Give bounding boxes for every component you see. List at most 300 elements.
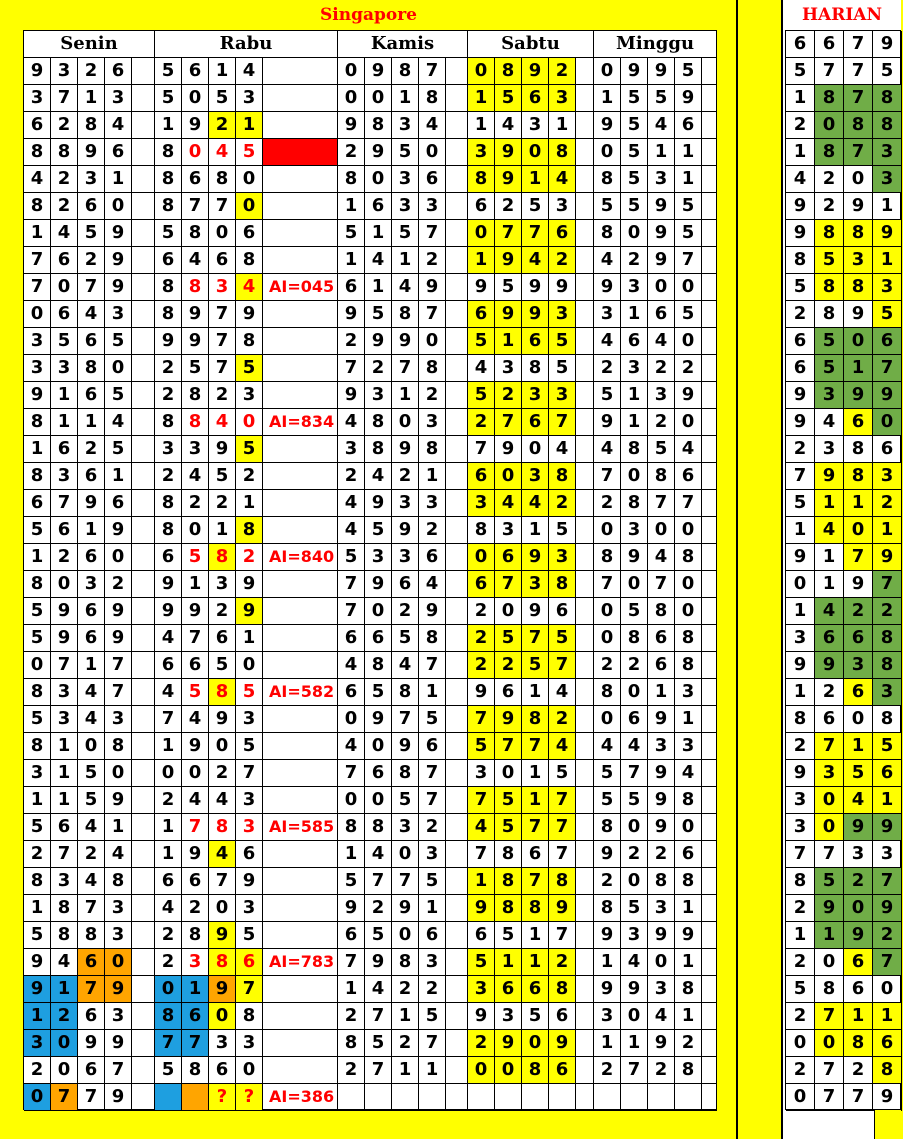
senin-digit: 1	[51, 409, 78, 436]
sabtu-digit: 2	[549, 58, 576, 85]
kamis-digit: 1	[419, 1057, 446, 1084]
rabu-digit: 7	[209, 868, 236, 895]
kamis-spacer	[446, 1084, 468, 1111]
harian-digit: 3	[873, 841, 902, 868]
kamis-digit: 7	[419, 1030, 446, 1057]
rabu-digit: 1	[209, 58, 236, 85]
sabtu-digit: 2	[549, 706, 576, 733]
kamis-digit: 8	[392, 58, 419, 85]
sabtu-digit: 0	[495, 598, 522, 625]
senin-spacer	[132, 220, 155, 247]
harian-digit: 1	[815, 922, 844, 949]
sabtu-digit: 1	[522, 922, 549, 949]
minggu-spacer	[702, 220, 717, 247]
kamis-digit: 4	[338, 733, 365, 760]
sabtu-spacer	[576, 1003, 594, 1030]
senin-digit: 2	[78, 436, 105, 463]
harian-digit: 3	[873, 463, 902, 490]
sabtu-digit: 3	[468, 976, 495, 1003]
kamis-digit: 7	[338, 355, 365, 382]
sabtu-digit: 8	[468, 166, 495, 193]
minggu-digit: 3	[648, 382, 675, 409]
minggu-digit: 3	[648, 733, 675, 760]
harian-digit: 9	[873, 814, 902, 841]
harian-digit: 6	[844, 679, 873, 706]
senin-spacer	[132, 598, 155, 625]
kamis-digit	[338, 1084, 365, 1111]
sabtu-digit: 4	[549, 166, 576, 193]
ai-label	[263, 868, 338, 895]
sabtu-spacer	[576, 571, 594, 598]
senin-digit: 1	[78, 652, 105, 679]
senin-digit: 8	[105, 868, 132, 895]
minggu-digit: 0	[594, 517, 621, 544]
senin-digit: 1	[24, 787, 51, 814]
kamis-digit: 5	[365, 301, 392, 328]
harian-digit: 3	[844, 841, 873, 868]
senin-digit: 6	[78, 382, 105, 409]
harian-digit: 4	[844, 787, 873, 814]
ai-label	[263, 328, 338, 355]
minggu-digit: 2	[621, 841, 648, 868]
sabtu-digit	[549, 1084, 576, 1111]
minggu-digit: 7	[675, 247, 702, 274]
kamis-digit: 3	[392, 490, 419, 517]
senin-digit: 5	[24, 706, 51, 733]
rabu-digit: 3	[236, 787, 263, 814]
kamis-digit: 8	[392, 949, 419, 976]
kamis-digit: 6	[365, 760, 392, 787]
minggu-digit: 8	[648, 598, 675, 625]
rabu-digit: 0	[182, 517, 209, 544]
sabtu-digit: 2	[468, 598, 495, 625]
kamis-spacer	[446, 274, 468, 301]
kamis-digit: 8	[338, 166, 365, 193]
kamis-digit: 8	[392, 301, 419, 328]
kamis-digit: 2	[392, 1030, 419, 1057]
minggu-digit: 2	[594, 355, 621, 382]
sabtu-digit: 8	[549, 463, 576, 490]
minggu-digit: 2	[648, 355, 675, 382]
rabu-digit: 8	[182, 922, 209, 949]
senin-digit: 1	[51, 976, 78, 1003]
rabu-digit: 0	[236, 193, 263, 220]
sabtu-digit: 9	[468, 1003, 495, 1030]
harian-digit: 2	[786, 895, 815, 922]
sabtu-digit: 5	[549, 355, 576, 382]
senin-spacer	[132, 274, 155, 301]
senin-spacer	[132, 1003, 155, 1030]
senin-digit: 9	[105, 598, 132, 625]
rabu-digit: 8	[155, 274, 182, 301]
minggu-digit: 0	[621, 814, 648, 841]
kamis-digit: 0	[419, 139, 446, 166]
rabu-digit: 9	[182, 841, 209, 868]
senin-digit: 7	[78, 895, 105, 922]
senin-digit: 9	[51, 625, 78, 652]
senin-spacer	[132, 571, 155, 598]
senin-digit: 3	[24, 1030, 51, 1057]
harian-digit: 6	[873, 328, 902, 355]
minggu-digit: 1	[621, 1030, 648, 1057]
column-header-sabtu: Sabtu	[468, 31, 594, 58]
senin-digit: 3	[51, 355, 78, 382]
senin-digit: 3	[51, 58, 78, 85]
rabu-digit: 8	[209, 544, 236, 571]
senin-digit: 3	[51, 679, 78, 706]
sabtu-digit: 5	[549, 625, 576, 652]
kamis-spacer	[446, 976, 468, 1003]
kamis-digit: 1	[338, 841, 365, 868]
kamis-digit: 0	[419, 328, 446, 355]
minggu-digit: 0	[675, 517, 702, 544]
harian-digit: 0	[815, 787, 844, 814]
divider-right	[781, 0, 783, 1139]
minggu-spacer	[702, 1084, 717, 1111]
sabtu-digit: 1	[522, 517, 549, 544]
minggu-spacer	[702, 274, 717, 301]
yellow-strip-middle	[738, 0, 782, 1139]
harian-digit: 7	[873, 949, 902, 976]
kamis-spacer	[446, 382, 468, 409]
kamis-spacer	[446, 490, 468, 517]
sabtu-digit: 1	[522, 166, 549, 193]
kamis-digit: 5	[392, 625, 419, 652]
sabtu-digit: 8	[495, 58, 522, 85]
minggu-digit: 9	[648, 814, 675, 841]
ai-label: AI=386	[263, 1084, 338, 1111]
minggu-spacer	[702, 787, 717, 814]
sabtu-spacer	[576, 841, 594, 868]
senin-digit: 8	[78, 922, 105, 949]
senin-digit: 9	[105, 787, 132, 814]
minggu-digit: 3	[675, 733, 702, 760]
minggu-digit: 5	[648, 85, 675, 112]
sabtu-spacer	[576, 193, 594, 220]
kamis-digit	[365, 1084, 392, 1111]
minggu-digit: 9	[648, 58, 675, 85]
senin-digit: 0	[51, 274, 78, 301]
rabu-digit: 3	[236, 85, 263, 112]
minggu-digit: 8	[648, 868, 675, 895]
minggu-digit: 9	[675, 85, 702, 112]
minggu-digit: 1	[675, 706, 702, 733]
senin-spacer	[132, 436, 155, 463]
senin-spacer	[132, 490, 155, 517]
harian-digit: 0	[815, 814, 844, 841]
kamis-digit: 2	[338, 463, 365, 490]
minggu-digit: 1	[675, 1003, 702, 1030]
ai-label	[263, 139, 338, 166]
rabu-digit: 5	[155, 58, 182, 85]
ai-label	[263, 733, 338, 760]
kamis-digit: 4	[338, 652, 365, 679]
harian-digit: 9	[844, 922, 873, 949]
rabu-digit: 4	[155, 895, 182, 922]
sabtu-digit: 5	[468, 382, 495, 409]
kamis-digit: 8	[419, 436, 446, 463]
minggu-digit: 5	[621, 895, 648, 922]
harian-digit: 3	[873, 274, 902, 301]
ai-label	[263, 1030, 338, 1057]
sabtu-spacer	[576, 247, 594, 274]
harian-digit: 6	[844, 409, 873, 436]
harian-digit: 7	[844, 31, 873, 58]
minggu-digit: 9	[675, 382, 702, 409]
rabu-digit: 9	[236, 301, 263, 328]
kamis-digit: 3	[392, 544, 419, 571]
minggu-digit: 8	[675, 1057, 702, 1084]
sabtu-digit	[522, 1084, 549, 1111]
ai-label: AI=840	[263, 544, 338, 571]
harian-digit: 7	[873, 355, 902, 382]
senin-digit: 7	[24, 247, 51, 274]
ai-label	[263, 355, 338, 382]
minggu-digit: 2	[675, 355, 702, 382]
senin-digit: 3	[78, 166, 105, 193]
rabu-digit: 3	[209, 571, 236, 598]
kamis-spacer	[446, 787, 468, 814]
minggu-digit: 0	[621, 868, 648, 895]
minggu-digit: 5	[621, 787, 648, 814]
sabtu-digit: 1	[549, 112, 576, 139]
sabtu-digit: 3	[549, 382, 576, 409]
sabtu-digit	[468, 1084, 495, 1111]
minggu-digit: 3	[621, 922, 648, 949]
minggu-spacer	[702, 193, 717, 220]
harian-digit: 7	[844, 544, 873, 571]
rabu-digit: 3	[236, 814, 263, 841]
kamis-digit: 2	[419, 814, 446, 841]
minggu-digit: 3	[675, 679, 702, 706]
sabtu-digit: 1	[495, 328, 522, 355]
rabu-digit: 6	[209, 625, 236, 652]
kamis-digit: 5	[338, 544, 365, 571]
kamis-digit: 9	[392, 436, 419, 463]
rabu-digit: 9	[209, 436, 236, 463]
rabu-digit: 0	[209, 733, 236, 760]
minggu-spacer	[702, 58, 717, 85]
rabu-digit: 8	[155, 490, 182, 517]
sabtu-digit: 8	[495, 868, 522, 895]
kamis-digit: 0	[338, 58, 365, 85]
rabu-digit: 0	[155, 976, 182, 1003]
minggu-digit: 0	[675, 571, 702, 598]
minggu-digit: 4	[675, 760, 702, 787]
kamis-spacer	[446, 949, 468, 976]
senin-spacer	[132, 976, 155, 1003]
minggu-digit: 1	[621, 301, 648, 328]
senin-digit: 0	[105, 193, 132, 220]
sabtu-spacer	[576, 355, 594, 382]
sabtu-spacer	[576, 544, 594, 571]
sabtu-digit: 6	[495, 679, 522, 706]
kamis-digit: 8	[365, 436, 392, 463]
senin-digit: 0	[51, 1030, 78, 1057]
ai-label	[263, 85, 338, 112]
ai-label	[263, 787, 338, 814]
sabtu-digit: 9	[495, 706, 522, 733]
harian-digit: 1	[815, 490, 844, 517]
senin-digit: 2	[51, 193, 78, 220]
kamis-digit: 5	[419, 1003, 446, 1030]
harian-digit: 3	[873, 166, 902, 193]
sabtu-digit: 4	[549, 733, 576, 760]
senin-spacer	[132, 58, 155, 85]
minggu-digit: 7	[594, 571, 621, 598]
kamis-digit: 7	[338, 598, 365, 625]
senin-digit: 4	[78, 706, 105, 733]
divider-left	[736, 0, 738, 1139]
senin-spacer	[132, 787, 155, 814]
minggu-spacer	[702, 652, 717, 679]
kamis-digit: 4	[365, 247, 392, 274]
minggu-digit: 4	[648, 328, 675, 355]
rabu-digit: 2	[155, 355, 182, 382]
senin-digit: 4	[78, 814, 105, 841]
kamis-spacer	[446, 625, 468, 652]
sabtu-spacer	[576, 787, 594, 814]
senin-digit: 1	[51, 733, 78, 760]
kamis-digit: 7	[419, 58, 446, 85]
minggu-spacer	[702, 679, 717, 706]
senin-digit: 7	[78, 1084, 105, 1111]
harian-digit: 0	[844, 166, 873, 193]
rabu-digit: 4	[209, 139, 236, 166]
harian-digit: 9	[786, 382, 815, 409]
harian-digit: 7	[786, 463, 815, 490]
minggu-digit: 3	[594, 1003, 621, 1030]
minggu-digit: 0	[675, 598, 702, 625]
harian-digit: 6	[786, 355, 815, 382]
harian-digit: 4	[815, 517, 844, 544]
minggu-digit: 9	[648, 1030, 675, 1057]
minggu-digit: 0	[648, 949, 675, 976]
minggu-digit	[675, 1084, 702, 1111]
harian-digit: 1	[815, 544, 844, 571]
senin-digit: 5	[24, 814, 51, 841]
sabtu-digit: 7	[549, 409, 576, 436]
senin-digit: 3	[24, 760, 51, 787]
harian-digit: 9	[873, 895, 902, 922]
kamis-digit: 5	[392, 139, 419, 166]
minggu-digit: 4	[648, 1003, 675, 1030]
sabtu-spacer	[576, 1084, 594, 1111]
senin-digit: 8	[51, 922, 78, 949]
sabtu-spacer	[576, 706, 594, 733]
senin-spacer	[132, 193, 155, 220]
harian-digit: 5	[873, 733, 902, 760]
senin-spacer	[132, 760, 155, 787]
harian-digit: 8	[873, 652, 902, 679]
sabtu-digit: 2	[495, 382, 522, 409]
harian-digit: 2	[873, 490, 902, 517]
harian-digit: 2	[815, 166, 844, 193]
kamis-spacer	[446, 922, 468, 949]
kamis-digit	[392, 1084, 419, 1111]
sabtu-digit: 6	[549, 598, 576, 625]
senin-digit: 3	[24, 355, 51, 382]
kamis-digit: 3	[392, 112, 419, 139]
senin-digit: 8	[24, 868, 51, 895]
sabtu-spacer	[576, 328, 594, 355]
harian-digit: 7	[815, 841, 844, 868]
sabtu-digit: 8	[522, 895, 549, 922]
sabtu-digit: 1	[522, 787, 549, 814]
harian-digit: 1	[786, 139, 815, 166]
harian-digit: 9	[873, 382, 902, 409]
harian-digit: 1	[873, 787, 902, 814]
senin-digit: 6	[51, 247, 78, 274]
rabu-digit: 9	[182, 112, 209, 139]
senin-digit: 9	[78, 139, 105, 166]
minggu-digit: 8	[675, 868, 702, 895]
minggu-digit: 8	[648, 463, 675, 490]
senin-spacer	[132, 868, 155, 895]
senin-digit: 2	[51, 112, 78, 139]
sabtu-digit: 1	[522, 679, 549, 706]
rabu-digit: 5	[182, 679, 209, 706]
minggu-digit: 9	[621, 58, 648, 85]
harian-digit: 7	[815, 733, 844, 760]
harian-digit: 2	[844, 598, 873, 625]
main-table	[23, 30, 717, 1110]
sabtu-spacer	[576, 85, 594, 112]
sabtu-digit: 0	[468, 544, 495, 571]
senin-digit: 1	[78, 85, 105, 112]
senin-digit: 5	[24, 517, 51, 544]
rabu-digit: 8	[236, 1003, 263, 1030]
sabtu-digit: 1	[468, 247, 495, 274]
minggu-digit: 6	[648, 301, 675, 328]
sabtu-digit: 0	[468, 58, 495, 85]
kamis-spacer	[446, 1057, 468, 1084]
rabu-digit: 8	[236, 328, 263, 355]
kamis-digit: 5	[392, 787, 419, 814]
rabu-digit: 0	[182, 85, 209, 112]
senin-digit: 0	[105, 760, 132, 787]
rabu-digit: 2	[155, 922, 182, 949]
senin-digit: 7	[24, 274, 51, 301]
minggu-spacer	[702, 436, 717, 463]
sabtu-spacer	[576, 679, 594, 706]
minggu-spacer	[702, 544, 717, 571]
senin-digit: 9	[105, 625, 132, 652]
harian-digit: 2	[786, 733, 815, 760]
sabtu-digit: 6	[468, 301, 495, 328]
senin-digit: 3	[51, 463, 78, 490]
kamis-digit: 8	[338, 814, 365, 841]
sabtu-digit: 3	[522, 382, 549, 409]
ai-label: AI=582	[263, 679, 338, 706]
ai-label	[263, 1003, 338, 1030]
minggu-spacer	[702, 598, 717, 625]
minggu-digit: 6	[621, 328, 648, 355]
kamis-spacer	[446, 355, 468, 382]
senin-digit: 8	[24, 733, 51, 760]
rabu-digit: 7	[182, 193, 209, 220]
sabtu-digit: 3	[468, 490, 495, 517]
minggu-spacer	[702, 760, 717, 787]
harian-digit: 3	[815, 382, 844, 409]
senin-digit: 2	[105, 571, 132, 598]
senin-digit: 0	[105, 355, 132, 382]
sabtu-digit: 4	[522, 247, 549, 274]
harian-digit: 2	[786, 949, 815, 976]
rabu-digit: 7	[236, 976, 263, 1003]
kamis-digit: 7	[365, 868, 392, 895]
minggu-digit: 9	[675, 922, 702, 949]
